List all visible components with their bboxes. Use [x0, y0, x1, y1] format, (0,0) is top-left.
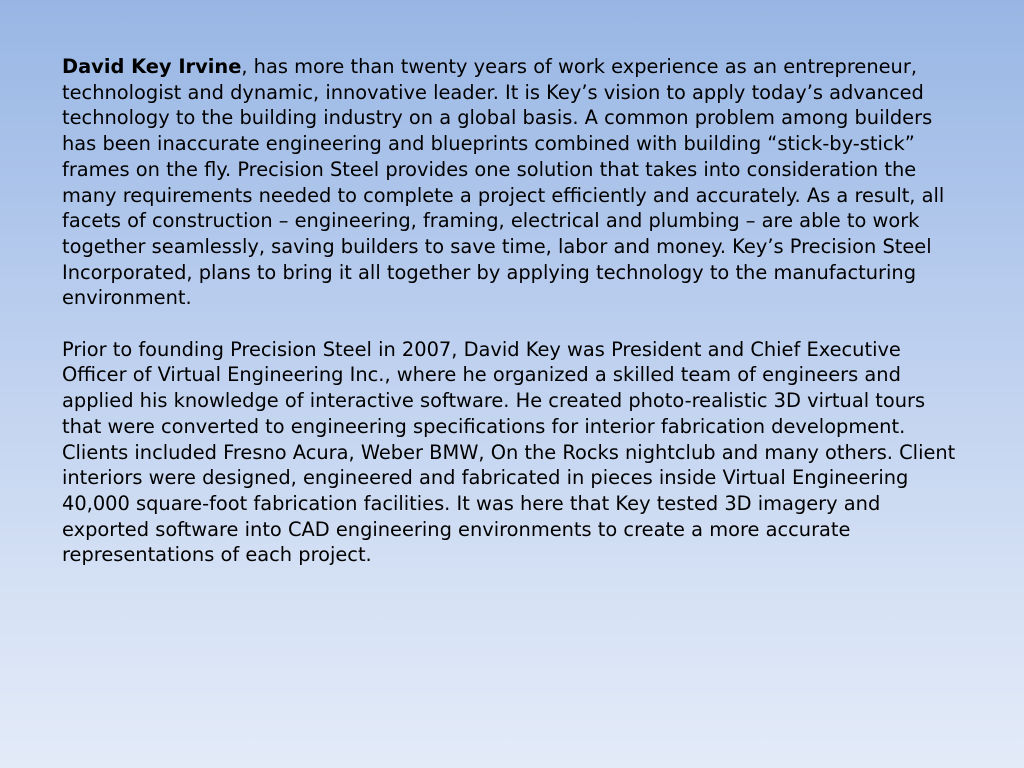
- bio-paragraph-1: [62, 54, 962, 311]
- bio-paragraph-1-text: , has more than twenty years of work experience as an entrepreneur, technologist and dynamic, innovative leader. It is Key’s vision to apply today’s advanced technology to the building industry on a global basis. A common problem among builders has been inaccurate engineering and blueprints combined with building “stick-by-stick” frames on the fly. Precision Steel provides one solution that takes into consideration the many requirements needed to complete a project efficiently and accurately. As a result, all facets of construction – engineering, framing, electrical and plumbing – are able to work together seamlessly, saving builders to save time, labor and money. Key’s Precision Steel Incorporated, plans to bring it all together by applying technology to the manufacturing environment.: [62, 55, 945, 310]
- bio-name: David Key Irvine: [62, 55, 242, 78]
- bio-paragraph-2: Prior to founding Precision Steel in 2007, David Key was President and Chief Executive Officer of Virtual Engineering Inc., where he organized a skilled team of engineers and applied his knowledge of interactive software. He created photo-realistic 3D virtual tours that were converted to engineering specifications for interior fabrication development. Clients included Fresno Acura, Weber BMW, On the Rocks nightclub and many others. Client interiors were designed, engineered and fabricated in pieces inside Virtual Engineering 40,000 square-foot fabrication facilities. It was here that Key tested 3D imagery and exported software into CAD engineering environments to create a more accurate representations of each project.: [62, 337, 956, 567]
- bio-text-block: [62, 54, 962, 594]
